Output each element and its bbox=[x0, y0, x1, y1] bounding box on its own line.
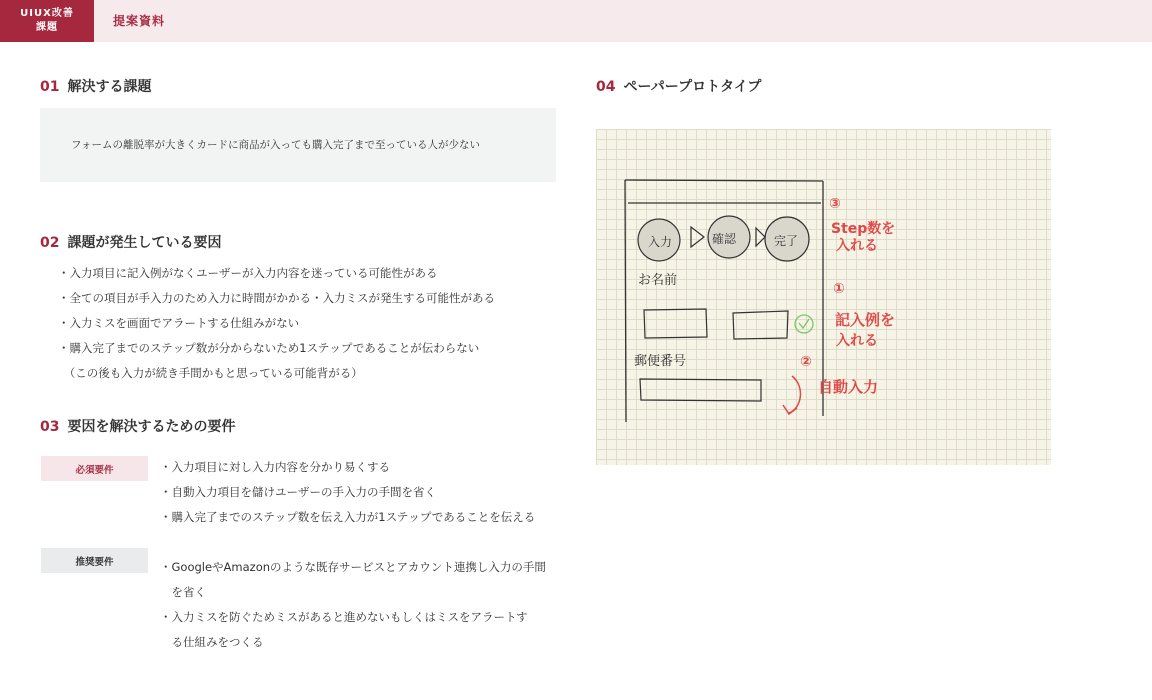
step-label-confirm: 確認 bbox=[712, 232, 737, 246]
section-tag bbox=[0, 0, 94, 42]
section-01-title: 解決する課題 bbox=[67, 79, 152, 95]
section-01-heading bbox=[40, 76, 151, 96]
section-02-title: 課題が発生している要因 bbox=[67, 235, 222, 251]
required-badge: 必須要件 bbox=[41, 456, 148, 481]
paper-prototype-sketch bbox=[596, 129, 1051, 465]
section-03-title: 要因を解決するための要件 bbox=[67, 419, 236, 435]
section-tag-line1: UIUX改善 bbox=[20, 8, 74, 19]
list-item: る仕組みをつくる bbox=[160, 635, 264, 649]
note-auto-number: ② bbox=[800, 354, 812, 370]
problem-box bbox=[40, 108, 556, 182]
field-label-postal: 郵便番号 bbox=[634, 354, 687, 369]
top-bar bbox=[0, 0, 1152, 42]
note-step-line2: 入れる bbox=[836, 238, 878, 254]
step-label-complete: 完了 bbox=[774, 234, 799, 248]
section-04-heading bbox=[596, 76, 761, 96]
step-label-input: 入力 bbox=[648, 235, 673, 249]
field-label-name: お名前 bbox=[638, 273, 678, 288]
note-example-line2: 入れる bbox=[836, 333, 878, 349]
section-03-heading bbox=[40, 416, 235, 436]
list-item: （この後も入力が続き手間かもと思っている可能背がる） bbox=[58, 366, 363, 380]
list-item: ・入力ミスを防ぐためミスがあると進めないもしくはミスをアラートす bbox=[160, 610, 528, 624]
recommended-list bbox=[160, 555, 546, 655]
sketch-drawing bbox=[596, 129, 1051, 465]
breadcrumb: 提案資料 bbox=[113, 14, 166, 28]
section-02-heading bbox=[40, 232, 221, 252]
list-item: ・全ての項目が手入力のため入力に時間がかかる・入力ミスが発生する可能性がある bbox=[58, 291, 495, 305]
note-example-number: ① bbox=[833, 281, 845, 297]
note-step-line1: Step数を bbox=[831, 221, 896, 237]
name-input-box-1 bbox=[644, 309, 707, 338]
problem-text: フォームの離脱率が大きくカードに商品が入っても購入完了まで至っている人が少ない bbox=[71, 139, 480, 151]
section-04-number: 04 bbox=[596, 79, 616, 95]
note-example-line1: 記入例を bbox=[835, 311, 896, 329]
section-01-number: 01 bbox=[40, 79, 60, 95]
check-mark-icon bbox=[799, 319, 809, 328]
list-item: ・入力項目に対し入力内容を分かり易くする bbox=[160, 460, 390, 474]
auto-arrow-icon bbox=[789, 376, 800, 413]
list-item: ・購入完了までのステップ数を伝え入力が1ステップであることを伝える bbox=[160, 510, 536, 524]
section-04-title: ペーパープロトタイプ bbox=[623, 79, 762, 95]
auto-arrowhead-icon bbox=[783, 405, 797, 414]
note-step-number: ③ bbox=[829, 196, 841, 212]
section-02-number: 02 bbox=[40, 235, 60, 251]
list-item: ・購入完了までのステップ数が分からないため1ステップであることが伝わらない bbox=[58, 341, 480, 355]
list-item: ・入力ミスを画面でアラートする仕組みがない bbox=[58, 316, 300, 330]
list-item: ・自動入力項目を儲けユーザーの手入力の手間を省く bbox=[160, 485, 436, 499]
list-item: ・入力項目に記入例がなくユーザーが入力内容を迷っている可能性がある bbox=[58, 266, 438, 280]
list-item: を省く bbox=[160, 585, 206, 599]
list-item: ・GoogleやAmazonのような既存サービスとアカウント連携し入力の手間 bbox=[160, 560, 546, 574]
section-03-number: 03 bbox=[40, 419, 60, 435]
postal-input-box bbox=[640, 379, 761, 401]
section-tag-line2: 課題 bbox=[36, 22, 58, 33]
cause-list bbox=[58, 261, 495, 386]
required-list bbox=[160, 455, 535, 530]
check-circle-icon bbox=[795, 315, 813, 333]
name-input-box-2 bbox=[733, 311, 788, 339]
note-auto-line1: 自動入力 bbox=[818, 378, 879, 396]
recommended-badge: 推奨要件 bbox=[41, 548, 148, 573]
